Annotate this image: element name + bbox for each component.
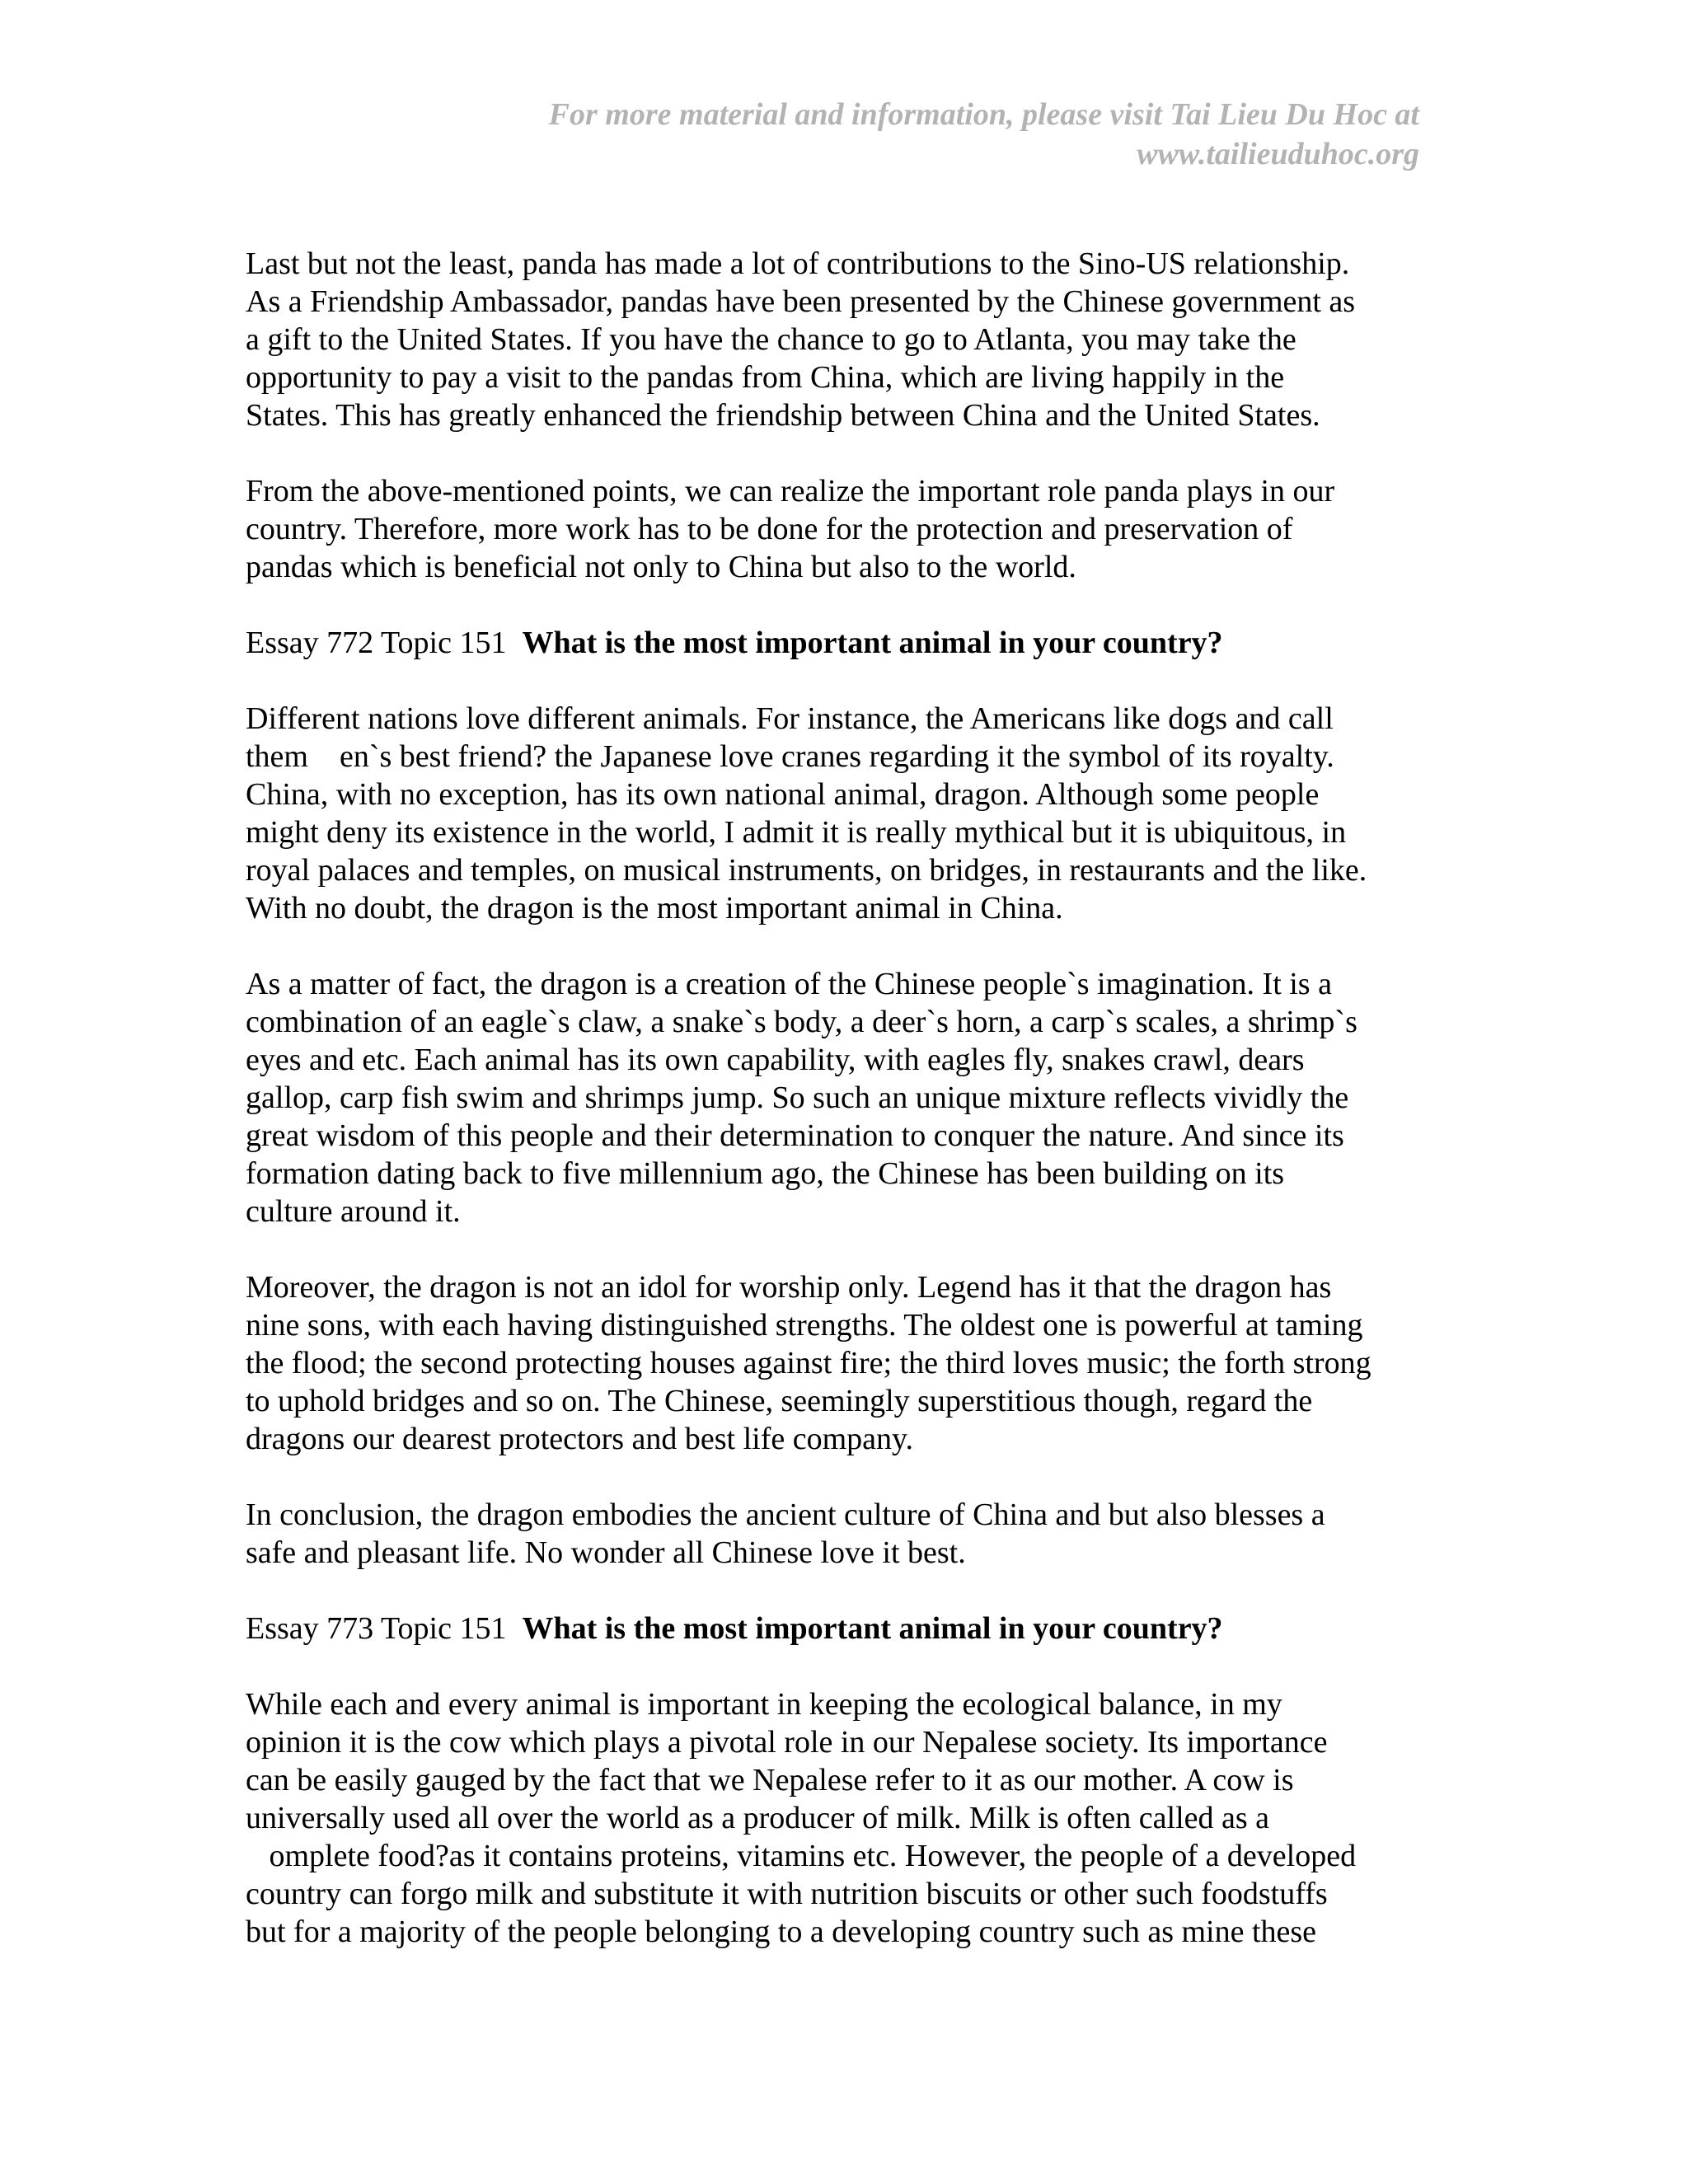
text-line: them en`s best friend? the Japanese love cranes regarding it the symbol of its royalty. xyxy=(246,739,1334,774)
text-line: country. Therefore, more work has to be done for the protection and preservation of xyxy=(246,512,1293,546)
text-line: Last but not the least, panda has made a lot of contributions to the Sino-US relationship. xyxy=(246,246,1350,281)
text-line: safe and pleasant life. No wonder all Chinese love it best. xyxy=(246,1535,966,1570)
text-line: great wisdom of this people and their determination to conquer the nature. And since its xyxy=(246,1118,1344,1153)
text-line: gallop, carp fish swim and shrimps jump. So such an unique mixture reflects vividly the xyxy=(246,1080,1349,1115)
document-body xyxy=(246,245,1432,1951)
text-line: the flood; the second protecting houses against fire; the third loves music; the forth strong xyxy=(246,1346,1372,1380)
header-url: www.tailieuduhoc.org xyxy=(1137,137,1419,171)
text-line: States. This has greatly enhanced the friendship between China and the United States. xyxy=(246,398,1320,433)
paragraph xyxy=(246,700,1432,927)
paragraph xyxy=(246,965,1432,1230)
text-line: pandas which is beneficial not only to China but also to the world. xyxy=(246,550,1076,584)
text-line: can be easily gauged by the fact that we Nepalese refer to it as our mother. A cow is xyxy=(246,1763,1294,1797)
essay-label: Essay 773 Topic 151 xyxy=(246,1611,507,1646)
text-line: opportunity to pay a visit to the pandas from China, which are living happily in the xyxy=(246,360,1285,395)
text-line: culture around it. xyxy=(246,1194,461,1229)
text-line: From the above-mentioned points, we can realize the important role panda plays in our xyxy=(246,474,1335,509)
text-line: With no doubt, the dragon is the most important animal in China. xyxy=(246,891,1063,926)
paragraph-gap xyxy=(246,1458,1432,1496)
text-line: In conclusion, the dragon embodies the ancient culture of China and but also blesses a xyxy=(246,1497,1325,1532)
text-line: While each and every animal is important in keeping the ecological balance, in my xyxy=(246,1687,1282,1722)
paragraph-gap xyxy=(246,1647,1432,1685)
text-line: China, with no exception, has its own national animal, dragon. Although some people xyxy=(246,777,1320,812)
paragraph xyxy=(246,245,1432,434)
text-line: formation dating back to five millennium ago, the Chinese has been building on its xyxy=(246,1156,1285,1191)
text-line: combination of an eagle`s claw, a snake`s body, a deer`s horn, a carp`s scales, a shrimp`s xyxy=(246,1005,1357,1039)
header-line-1: For more material and information, please visit Tai Lieu Du Hoc at xyxy=(548,97,1419,132)
text-line: Different nations love different animals. For instance, the Americans like dogs and call xyxy=(246,701,1334,736)
text-line: As a Friendship Ambassador, pandas have been presented by the Chinese government as xyxy=(246,284,1356,319)
text-line: country can forgo milk and substitute it with nutrition biscuits or other such foodstuffs xyxy=(246,1877,1328,1911)
text-line: omplete food?as it contains proteins, vitamins etc. However, the people of a developed xyxy=(246,1839,1357,1873)
paragraph-gap xyxy=(246,662,1432,700)
text-line: opinion it is the cow which plays a pivotal role in our Nepalese society. Its importance xyxy=(246,1725,1328,1760)
text-line: royal palaces and temples, on musical instruments, on bridges, in restaurants and the like. xyxy=(246,853,1367,888)
essay-heading xyxy=(246,624,1432,662)
text-line: dragons our dearest protectors and best life company. xyxy=(246,1422,914,1456)
paragraph xyxy=(246,1268,1432,1458)
essay-heading xyxy=(246,1610,1432,1647)
text-line: As a matter of fact, the dragon is a creation of the Chinese people`s imagination. It is a xyxy=(246,967,1332,1001)
text-line: universally used all over the world as a producer of milk. Milk is often called as a xyxy=(246,1801,1270,1835)
paragraph-gap xyxy=(246,434,1432,472)
text-line: but for a majority of the people belonging to a developing country such as mine these xyxy=(246,1915,1317,1949)
paragraph xyxy=(246,1496,1432,1572)
essay-question: What is the most important animal in your country? xyxy=(522,1611,1223,1646)
text-line: to uphold bridges and so on. The Chinese, seemingly superstitious though, regard the xyxy=(246,1384,1313,1418)
essay-question: What is the most important animal in your country? xyxy=(522,626,1223,660)
text-line: nine sons, with each having distinguished strengths. The oldest one is powerful at taming xyxy=(246,1308,1363,1343)
essay-label: Essay 772 Topic 151 xyxy=(246,626,507,660)
text-line: Moreover, the dragon is not an idol for worship only. Legend has it that the dragon has xyxy=(246,1270,1332,1305)
paragraph-gap xyxy=(246,927,1432,965)
paragraph xyxy=(246,1685,1432,1951)
text-line: a gift to the United States. If you have the chance to go to Atlanta, you may take the xyxy=(246,322,1296,357)
text-line: eyes and etc. Each animal has its own capability, with eagles fly, snakes crawl, dears xyxy=(246,1043,1305,1077)
text-line: might deny its existence in the world, I admit it is really mythical but it is ubiquitous, in xyxy=(246,815,1347,850)
paragraph-gap xyxy=(246,586,1432,624)
page-header xyxy=(265,95,1419,174)
paragraph xyxy=(246,472,1432,586)
paragraph-gap xyxy=(246,1572,1432,1610)
paragraph-gap xyxy=(246,1230,1432,1268)
